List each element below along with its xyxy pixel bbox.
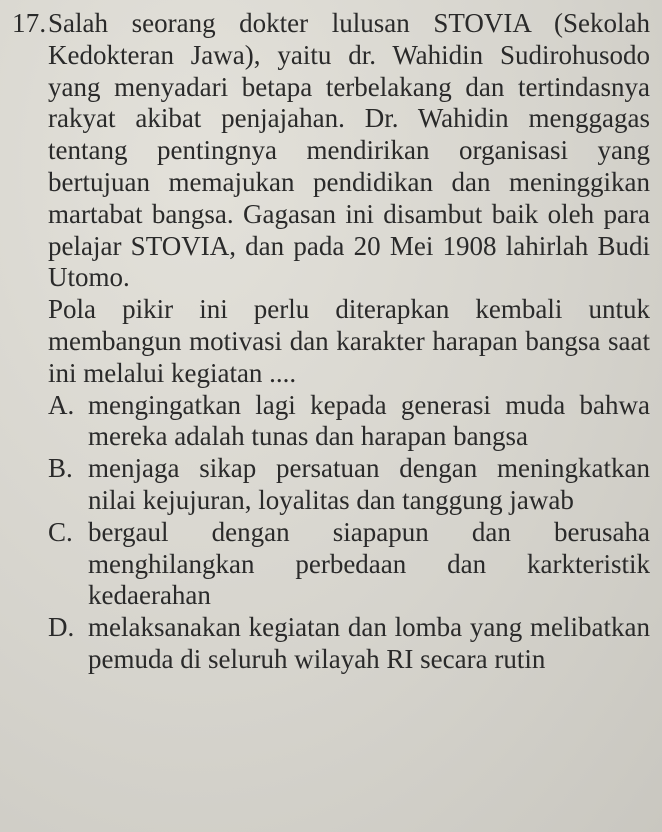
question-number: 17.: [12, 8, 47, 38]
option-letter: C.: [48, 516, 73, 547]
option-text: menjaga sikap persatuan dengan meningkatkan nilai kejujuran, loyalitas dan tanggung jawab: [88, 453, 650, 515]
option-b[interactable]: [48, 453, 650, 517]
question-paragraph-context: Salah seorang dokter lulusan STOVIA (Sekolah Kedokteran Jawa), yaitu dr. Wahidin Sudirohusodo yang menyadari betapa terbelakang dan tertindasnya rakyat akibat penjajahan. Dr. Wahidin menggagas tentang pentingnya mendirikan organisasi yang bertujuan memajukan pendidikan dan meninggikan martabat bangsa. Gagasan ini disambut baik oleh para pelajar STOVIA, dan pada 20 Mei 1908 lahirlah Budi Utomo.: [48, 8, 650, 293]
question-17: [12, 8, 650, 676]
option-letter: A.: [48, 389, 75, 420]
answer-options: [48, 390, 650, 676]
question-body: [48, 8, 650, 676]
option-d[interactable]: [48, 612, 650, 676]
option-a[interactable]: [48, 390, 650, 454]
option-text: bergaul dengan siapapun dan berusaha menghilangkan perbedaan dan karkteristik kedaerahan: [88, 516, 650, 611]
option-c[interactable]: [48, 517, 650, 612]
option-letter: D.: [48, 612, 75, 643]
option-letter: B.: [48, 453, 73, 484]
question-paragraph-prompt: Pola pikir ini perlu diterapkan kembali untuk membangun motivasi dan karakter harapan bangsa saat ini melalui kegiatan ....: [48, 294, 650, 388]
option-text: melaksanakan kegiatan dan lomba yang melibatkan pemuda di seluruh wilayah RI secara rutin: [88, 612, 650, 674]
option-text: mengingatkan lagi kepada generasi muda bahwa mereka adalah tunas dan harapan bangsa: [88, 389, 650, 452]
